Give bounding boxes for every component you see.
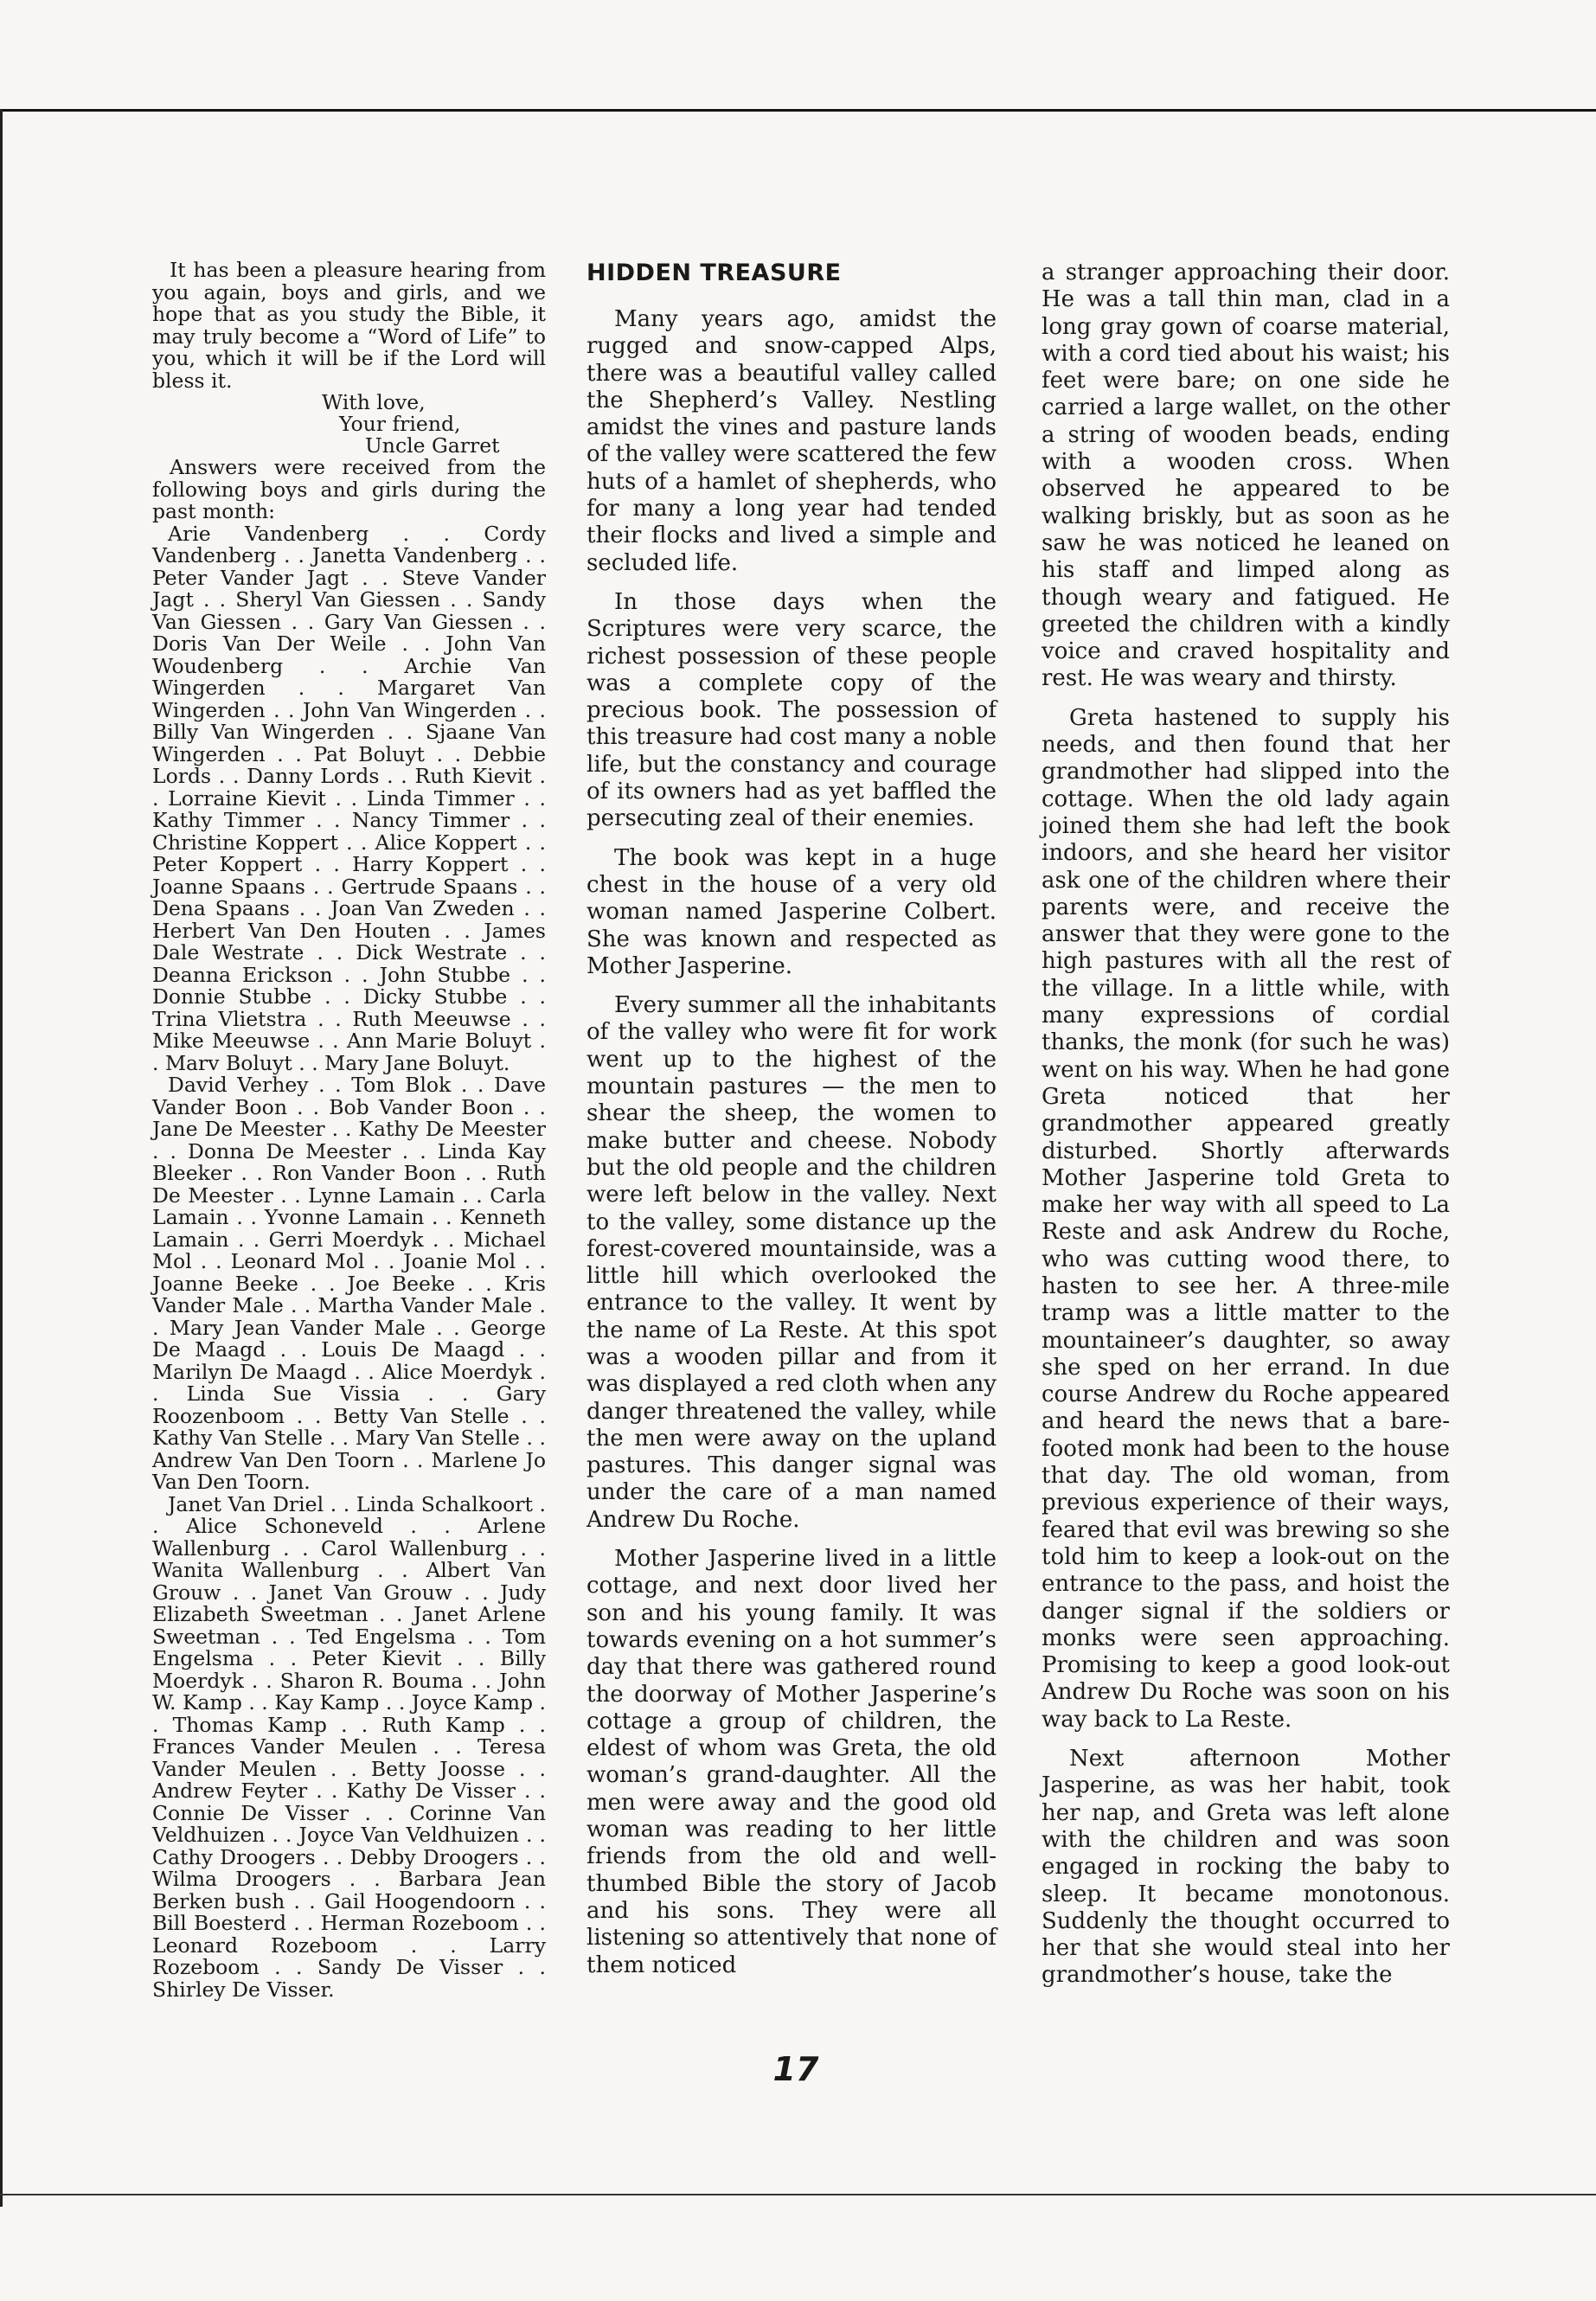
story-paragraph: Greta hastened to supply his needs, and then found that her grandmother had slipped into the cottage. When the old lady again joined them she had left the book indoors, and she heard her visitor ask one of the children where their parents were, and receive the answer that they were gone to the high pastures with all the rest of the village. In a little while, with many expressions of cordial thanks, the monk (for such he was) went on his way. When he had gone Greta noticed that her grandmother appeared greatly disturbed. Shortly afterwards Mother Jasperine told Greta to make her way with all speed to La Reste and ask Andrew du Roche, who was cutting wood there, to hasten to see her. A three-mile tramp was a little matter to the mountaineer’s daughter, so away she sped on her errand. In due course Andrew du Roche appeared and heard the news that a bare-footed monk had been to the house that day. The old woman, from previous experience of their ways, feared that evil was brewing so she told him to keep a look-out on the entrance to the pass, and hoist the danger signal if the soldiers or monks were seen approaching. Promising to keep a good look-out Andrew Du Roche was soon on his way back to La Reste.: [1042, 704, 1450, 1733]
story-paragraph: Next afternoon Mother Jasperine, as was her habit, took her nap, and Greta was left alone with the children and was soon engaged in rocking the baby to sleep. It became monotonous. Suddenly the thought occurred to her that she would steal into her grandmother’s house, take the: [1042, 1746, 1450, 1989]
left-border-rule: [0, 109, 3, 2207]
story-heading: HIDDEN TREASURE: [586, 260, 842, 286]
story-column-1: [586, 260, 997, 1991]
bottom-border-rule: [0, 2194, 1596, 2195]
names-list-1: Arie Vandenberg . . Cordy Vandenberg . . Janetta Vandenberg . . Peter Vander Jagt . . Steve Vander Jagt . . Sheryl Van Giessen . . Sandy Van Giessen . . Gary Van Giessen . . Doris Van Der Weile . . John Van Woudenberg . . Archie Van Wingerden . . Margaret Van Wingerden . . John Van Wingerden . . Billy Van Wingerden . . Sjaane Van Wingerden . . Pat Boluyt . . Debbie Lords . . Danny Lords . . Ruth Kievit . . Lorraine Kievit . . Linda Timmer . . Kathy Timmer . . Nancy Timmer . . Christine Koppert . . Alice Koppert . . Peter Koppert . . Harry Koppert . . Joanne Spaans . . Gertrude Spaans . . Dena Spaans . . Joan Van Zweden . . Herbert Van Den Houten . . James Dale Westrate . . Dick Westrate . . Deanna Erickson . . John Stubbe . . Donnie Stubbe . . Dicky Stubbe . . Trina Vlietstra . . Ruth Meeuwse . . Mike Meeuwse . . Ann Marie Boluyt . . Marv Boluyt . . Mary Jane Boluyt.: [152, 521, 546, 1075]
story-paragraph: Mother Jasperine lived in a little cottage, and next door lived her son and his young family. It was towards evening on a hot summer’s day that there was gathered round the doorway of Mother Jasperine’s cottage a group of children, the eldest of whom was Greta, the old woman’s grand-daughter. All the men were away and the good old woman was reading to her little friends from the old and well-thumbed Bible the story of Jacob and his sons. They were all listening so attentively that none of them noticed: [586, 1546, 997, 1978]
top-border-rule: [0, 109, 1596, 112]
story-paragraph: Many years ago, amidst the rugged and snow-capped Alps, there was a beautiful valley called the Shepherd’s Valley. Nestling amidst the vines and pasture lands of the valley were scattered the few huts of a hamlet of shepherds, who for many a long year had tended their flocks and lived a simple and secluded life.: [586, 306, 997, 576]
page-number: 17: [772, 2050, 819, 2088]
signature-name: Uncle Garret: [365, 433, 500, 458]
story-paragraph: In those days when the Scriptures were very scarce, the richest possession of these people was a complete copy of the precious book. The possession of this treasure had cost many a noble life, but the constancy and courage of its owners had as yet baffled the persecuting zeal of their enemies.: [586, 588, 997, 832]
story-paragraph: a stranger approaching their door. He was a tall thin man, clad in a long gray gown of coarse material, with a cord tied about his waist; his feet were bare; on one side he carried a large wallet, on the other a string of wooden beads, ending with a wooden cross. When observed he appeared to be walking briskly, but as soon as he saw he was noticed he leaned on his staff and limped along as though weary and fatigued. He greeted the children with a kindly voice and craved hospitality and rest. He was weary and thirsty.: [1042, 260, 1450, 692]
names-list-2: David Verhey . . Tom Blok . . Dave Vander Boon . . Bob Vander Boon . . Jane De Meester . . Kathy De Meester . . Donna De Meester . . Linda Kay Bleeker . . Ron Vander Boon . . Ruth De Meester . . Lynne Lamain . . Carla Lamain . . Yvonne Lamain . . Kenneth Lamain . . Gerri Moerdyk . . Michael Mol . . Leonard Mol . . Joanie Mol . . Joanne Beeke . . Joe Beeke . . Kris Vander Male . . Martha Vander Male . . Mary Jean Vander Male . . George De Maagd . . Louis De Maagd . . Marilyn De Maagd . . Alice Moerdyk . . Linda Sue Vissia . . Gary Roozenboom . . Betty Van Stelle . . Kathy Van Stelle . . Mary Van Stelle . . Andrew Van Den Toorn . . Marlene Jo Van Den Toorn.: [152, 1073, 546, 1494]
story-column-2: [1042, 260, 1450, 2002]
names-list-3: Janet Van Driel . . Linda Schalkoort . . Alice Schoneveld . . Arlene Wallenburg . . Carol Wallenburg . . Wanita Wallenburg . . Albert Van Grouw . . Janet Van Grouw . . Judy Elizabeth Sweetman . . Janet Arlene Sweetman . . Ted Engelsma . . Tom Engelsma . . Peter Kievit . . Billy Moerdyk . . Sharon R. Bouma . . John W. Kamp . . Kay Kamp . . Joyce Kamp . . Thomas Kamp . . Ruth Kamp . . Frances Vander Meulen . . Teresa Vander Meulen . . Betty Joosse . . Andrew Feyter . . Kathy De Visser . . Connie De Visser . . Corinne Van Veldhuizen . . Joyce Van Veldhuizen . . Cathy Droogers . . Debby Droogers . . Wilma Droogers . . Barbara Jean Berken bush . . Gail Hoogendoorn . . Bill Boesterd . . Herman Rozeboom . . Leonard Rozeboom . . Larry Rozeboom . . Sandy De Visser . . Shirley De Visser.: [152, 1491, 547, 2002]
closing-signature: [152, 392, 546, 457]
letters-column: [152, 260, 546, 2001]
story-paragraph: The book was kept in a huge chest in the house of a very old woman named Jasperine Colbert. She was known and respected as Mother Jasperine.: [586, 844, 997, 979]
answers-intro: Answers were received from the following boys and girls during the past month:: [152, 455, 546, 523]
story-paragraph: Every summer all the inhabitants of the valley who were fit for work went up to the highest of the mountain pastures — the men to shear the sheep, the women to make butter and cheese. Nobody but the old people and the children were left below in the valley. Next to the valley, some distance up the forest-covered mountainside, was a little hill which overlooked the entrance to the valley. It went by the name of La Reste. At this spot was a wooden pillar and from it was displayed a red cloth when any danger threatened the valley, while the men were away on the upland pastures. This danger signal was under the care of a man named Andrew Du Roche.: [586, 992, 997, 1533]
intro-paragraph: It has been a pleasure hearing from you again, boys and girls, and we hope that as you study the Bible, it may truly become a “Word of Life” to you, which it will be if the Lord will bless it.: [152, 258, 546, 393]
closing-line-2: Your friend,: [339, 412, 461, 436]
closing-line: With love,: [322, 390, 426, 414]
